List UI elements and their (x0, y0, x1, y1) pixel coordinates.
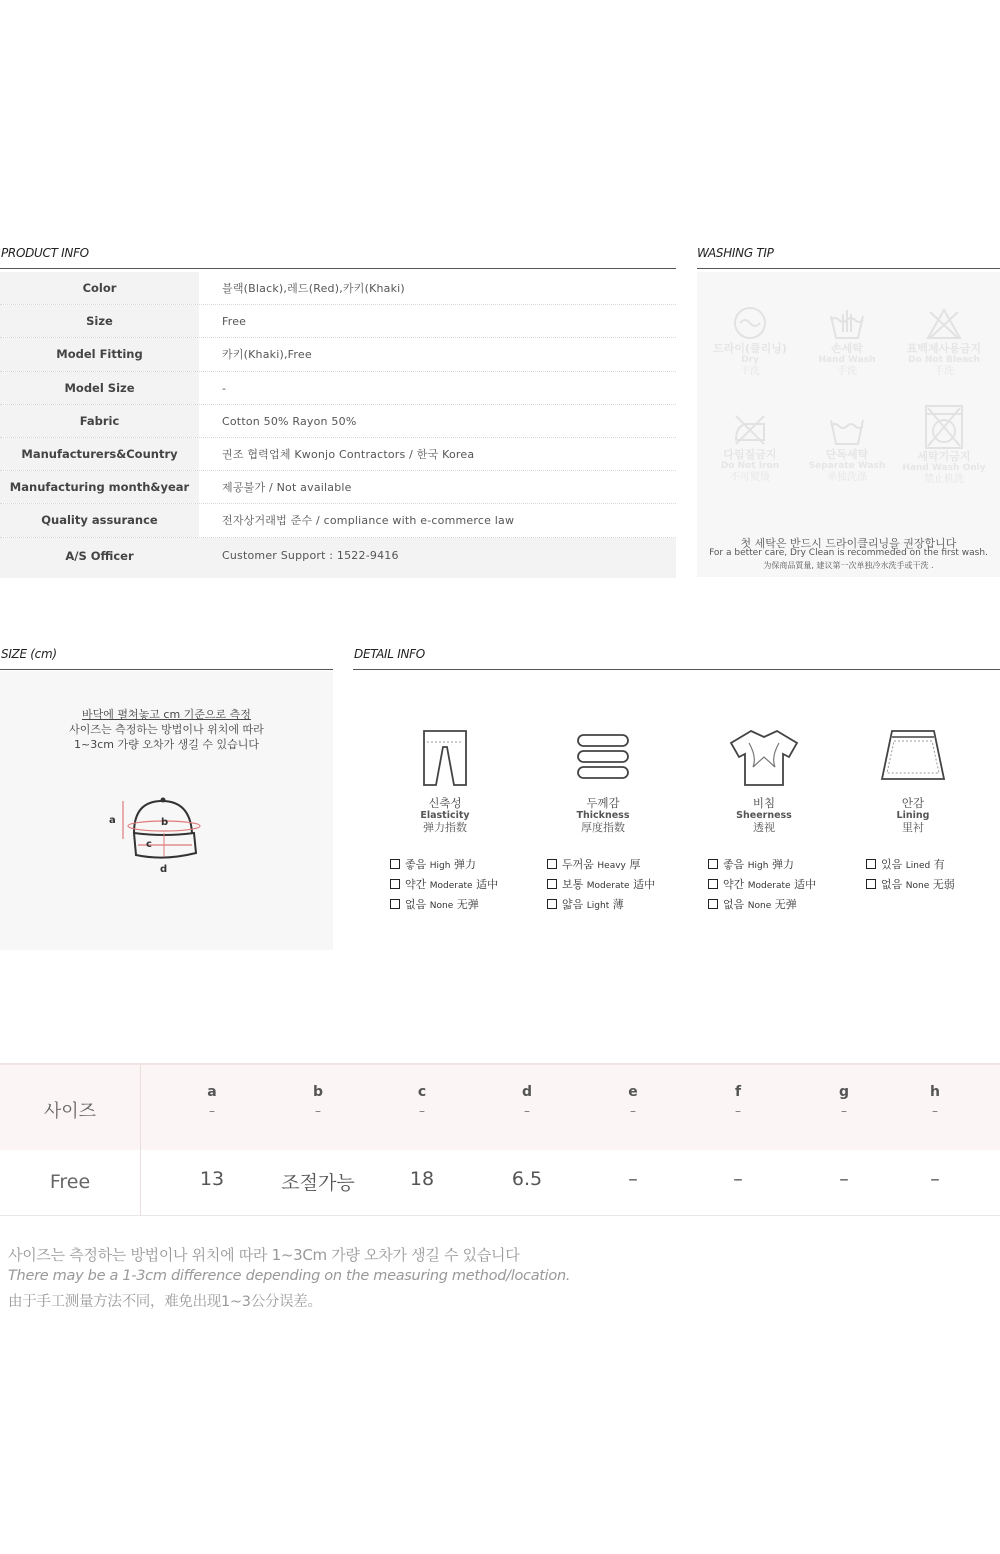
column-dash: – (630, 1104, 636, 1118)
hand-wash-ko: 손세탁 (831, 342, 863, 355)
option-ko: 좋음 (723, 858, 745, 871)
checkbox-icon (547, 859, 557, 869)
cap-label-b: b (161, 817, 169, 828)
product-info-row (0, 305, 676, 338)
layers-icon (576, 727, 630, 789)
separate-wash-icon (827, 412, 867, 448)
washing-tip-title: WASHING TIP (697, 246, 774, 260)
product-info-row (0, 471, 676, 504)
cap-label-c: c (146, 839, 152, 850)
column-dash: – (209, 1104, 215, 1118)
product-info-value: - (199, 372, 676, 404)
column-letter: g (838, 1084, 850, 1100)
product-info-row (0, 405, 676, 438)
option-zh: 弹力 (453, 858, 476, 871)
option-zh: 有 (933, 858, 945, 871)
product-info-label: Color (0, 272, 199, 304)
product-info-value: 블랙(Black),레드(Red),카키(Khaki) (199, 272, 676, 304)
product-info-row (0, 272, 676, 305)
size-info-panel (0, 671, 333, 950)
checkbox-icon (390, 899, 400, 909)
dry-clean-ko: 드라이(클리닝) (713, 342, 787, 355)
product-info-value: 권조 협력업체 Kwonjo Contractors / 한국 Korea (199, 438, 676, 470)
size-table-column-header (688, 1084, 788, 1118)
hand-wash-only-ko: 세탁기금지 (917, 450, 971, 463)
size-table-cell: 18 (409, 1168, 435, 1190)
no-iron-icon (730, 412, 770, 448)
checkbox-icon (390, 879, 400, 889)
option-ko: 없음 (881, 878, 903, 891)
size-info-line3: 1~3cm 가량 오차가 생길 수 있습니다 (74, 738, 259, 751)
hand-wash-only-icon (922, 404, 966, 450)
product-info-title: PRODUCT INFO (1, 246, 89, 260)
product-info-value: Customer Support : 1522-9416 (199, 538, 676, 578)
option-ko: 보통 (562, 878, 584, 891)
checkbox-icon (708, 879, 718, 889)
size-info-divider (0, 669, 333, 670)
product-info-row (0, 504, 676, 537)
column-letter: d (521, 1084, 533, 1100)
hand-wash-zh: 手洗 (837, 366, 857, 377)
option-zh: 适中 (476, 878, 499, 891)
thickness-ko: 두께감 (586, 796, 620, 810)
detail-option (708, 855, 816, 875)
no-iron-ko: 다림질금지 (723, 448, 777, 461)
option-zh: 弹力 (771, 858, 794, 871)
checkbox-icon (708, 859, 718, 869)
option-en: High (429, 861, 451, 871)
column-letter: f (734, 1084, 742, 1100)
detail-info-title: DETAIL INFO (354, 647, 425, 661)
option-ko: 두꺼움 (562, 858, 594, 871)
product-info-value: Free (199, 305, 676, 337)
column-dash: – (524, 1104, 530, 1118)
column-letter: h (930, 1084, 940, 1100)
option-ko: 좋음 (405, 858, 427, 871)
washing-note-zh: 为保商品質量, 建议第一次单独冷水洗手或干洗 . (763, 561, 934, 570)
option-en: None (905, 881, 930, 891)
size-table-corner-header: 사이즈 (43, 1101, 97, 1122)
product-info-label: Manufacturers&Country (0, 438, 199, 470)
product-info-label: Quality assurance (0, 504, 199, 536)
option-zh: 无弹 (774, 898, 797, 911)
size-info-line1: 바닥에 펼쳐놓고 cm 기준으로 측정 (82, 708, 251, 721)
option-en: Lined (905, 861, 931, 871)
size-table-cell: – (930, 1168, 940, 1190)
product-info-label: Fabric (0, 405, 199, 437)
washing-tip-panel (697, 272, 1000, 577)
option-en: Light (586, 901, 610, 911)
size-table-column-header (162, 1084, 262, 1118)
detail-option (866, 855, 955, 875)
product-info-label: Size (0, 305, 199, 337)
hand-wash-only-item (894, 404, 994, 486)
column-letter: b (312, 1084, 324, 1100)
elasticity-options (390, 855, 498, 915)
option-zh: 无弱 (932, 878, 955, 891)
detail-option (547, 895, 655, 915)
option-ko: 약간 (405, 878, 427, 891)
product-info-label: Manufacturing month&year (0, 471, 199, 503)
detail-sheerness (694, 727, 834, 835)
size-table-cell: – (733, 1168, 743, 1190)
washing-tip-divider (697, 268, 1000, 269)
size-table-column-header (885, 1084, 985, 1118)
hand-wash-only-zh: 禁止机洗 (924, 474, 964, 485)
size-table-cell: 6.5 (511, 1168, 543, 1190)
elasticity-ko: 신축성 (428, 796, 462, 810)
measure-note-en: There may be a 1-3cm difference depending on the measuring method/location. (8, 1268, 571, 1284)
product-info-row (0, 338, 676, 371)
measure-note-zh: 由于手工测量方法不同，难免出现1~3公分误差。 (8, 1294, 322, 1310)
product-info-row (0, 538, 676, 578)
dry-clean-icon (730, 306, 770, 342)
product-info-label: Model Size (0, 372, 199, 404)
option-zh: 无弹 (456, 898, 479, 911)
thickness-zh: 厚度指数 (581, 821, 625, 834)
column-dash: – (841, 1104, 847, 1118)
detail-option (547, 875, 655, 895)
dry-clean-item (700, 306, 800, 378)
size-table-column-header (794, 1084, 894, 1118)
hand-wash-only-en: Hand Wash Only (902, 463, 986, 473)
option-ko: 약간 (723, 878, 745, 891)
column-dash: – (932, 1104, 938, 1118)
no-bleach-en: Do Not Bleach (908, 355, 980, 365)
no-iron-zh: 不可熨烫 (730, 472, 770, 483)
column-letter: c (417, 1084, 427, 1100)
detail-option (708, 875, 816, 895)
size-table-column-header (268, 1084, 368, 1118)
elasticity-en: Elasticity (420, 810, 470, 821)
separate-wash-zh: 单独洗涤 (827, 472, 867, 483)
shirt-icon (727, 727, 801, 789)
checkbox-icon (547, 879, 557, 889)
no-bleach-icon (924, 306, 964, 342)
detail-option (390, 875, 498, 895)
size-table-column-header (372, 1084, 472, 1118)
product-info-value: Cotton 50% Rayon 50% (199, 405, 676, 437)
sheerness-options (708, 855, 816, 915)
separate-wash-ko: 단독세탁 (825, 448, 869, 461)
product-info-value: 전자상거래법 준수 / compliance with e-commerce law (199, 504, 676, 536)
pants-icon (418, 727, 472, 789)
product-info-value: 제공불가 / Not available (199, 471, 676, 503)
product-info-label: A/S Officer (0, 538, 199, 578)
hand-wash-icon (827, 306, 867, 342)
checkbox-icon (866, 879, 876, 889)
option-en: None (747, 901, 772, 911)
detail-elasticity (375, 727, 515, 835)
product-info-table (0, 272, 676, 578)
elasticity-zh: 弹力指数 (423, 821, 467, 834)
cap-label-a: a (109, 815, 116, 826)
column-letter: e (628, 1084, 638, 1100)
product-info-row (0, 372, 676, 405)
checkbox-icon (708, 899, 718, 909)
size-table-column-header (477, 1084, 577, 1118)
cap-label-d: d (160, 864, 168, 875)
lining-zh: 里衬 (902, 821, 924, 834)
hand-wash-item (797, 306, 897, 378)
option-zh: 适中 (794, 878, 817, 891)
detail-option (708, 895, 816, 915)
product-info-divider (0, 268, 676, 269)
size-table-cell: – (839, 1168, 849, 1190)
column-dash: – (735, 1104, 741, 1118)
detail-lining (843, 727, 983, 835)
option-en: Moderate (586, 881, 630, 891)
detail-info-divider (353, 669, 1000, 670)
option-en: Heavy (597, 861, 626, 871)
lining-ko: 안감 (901, 796, 925, 810)
option-ko: 없음 (723, 898, 745, 911)
dry-clean-en: Dry (741, 355, 759, 365)
checkbox-icon (390, 859, 400, 869)
size-info-title: SIZE (cm) (1, 647, 57, 661)
thickness-en: Thickness (576, 810, 630, 821)
no-bleach-zh: 手洗 (934, 366, 954, 377)
size-table-cell: 13 (199, 1168, 225, 1190)
option-zh: 适中 (633, 878, 656, 891)
sheerness-en: Sheerness (736, 810, 792, 821)
size-info-line2: 사이즈는 측정하는 방법이나 위치에 따라 (69, 723, 264, 736)
product-info-label: Model Fitting (0, 338, 199, 370)
thickness-options (547, 855, 655, 915)
washing-note-ko: 첫 세탁은 반드시 드라이클리닝을 권장합니다 (740, 537, 957, 550)
product-info-value: 카키(Khaki),Free (199, 338, 676, 370)
lining-en: Lining (896, 810, 930, 821)
option-en: None (429, 901, 454, 911)
checkbox-icon (866, 859, 876, 869)
option-en: Moderate (429, 881, 473, 891)
hand-wash-en: Hand Wash (818, 355, 876, 365)
size-table-column-header (583, 1084, 683, 1118)
product-info-row (0, 438, 676, 471)
size-table-row-label: Free (49, 1171, 91, 1193)
measure-note-ko: 사이즈는 측정하는 방법이나 위치에 따라 1~3Cm 가량 오차가 생길 수 있습니다 (8, 1246, 520, 1264)
detail-option (547, 855, 655, 875)
option-ko: 얇음 (562, 898, 584, 911)
separate-wash-en: Separate Wash (808, 461, 886, 471)
option-en: High (747, 861, 769, 871)
option-zh: 厚 (629, 858, 641, 871)
detail-option (390, 895, 498, 915)
no-bleach-item (894, 306, 994, 378)
size-table-cell: – (628, 1168, 638, 1190)
sheerness-zh: 透视 (753, 821, 775, 834)
column-dash: – (315, 1104, 321, 1118)
column-dash: – (419, 1104, 425, 1118)
no-iron-item (700, 412, 800, 484)
lining-options (866, 855, 955, 895)
detail-thickness (533, 727, 673, 835)
sheerness-ko: 비침 (752, 796, 776, 810)
option-zh: 薄 (612, 898, 624, 911)
separate-wash-item (797, 412, 897, 484)
detail-option (390, 855, 498, 875)
dry-clean-zh: 干洗 (740, 366, 760, 377)
checkbox-icon (547, 899, 557, 909)
size-table-divider (140, 1065, 141, 1216)
column-letter: a (207, 1084, 217, 1100)
option-ko: 없음 (405, 898, 427, 911)
detail-option (866, 875, 955, 895)
option-en: Moderate (747, 881, 791, 891)
no-iron-en: Do Not Iron (720, 461, 780, 471)
washing-note-en: For a better care, Dry Clean is recommeded on the first wash. (709, 548, 988, 558)
option-ko: 있음 (881, 858, 903, 871)
skirt-lining-icon (878, 727, 948, 789)
size-table-cell: 조절가능 (281, 1172, 355, 1194)
no-bleach-ko: 표백제사용금지 (906, 342, 982, 355)
